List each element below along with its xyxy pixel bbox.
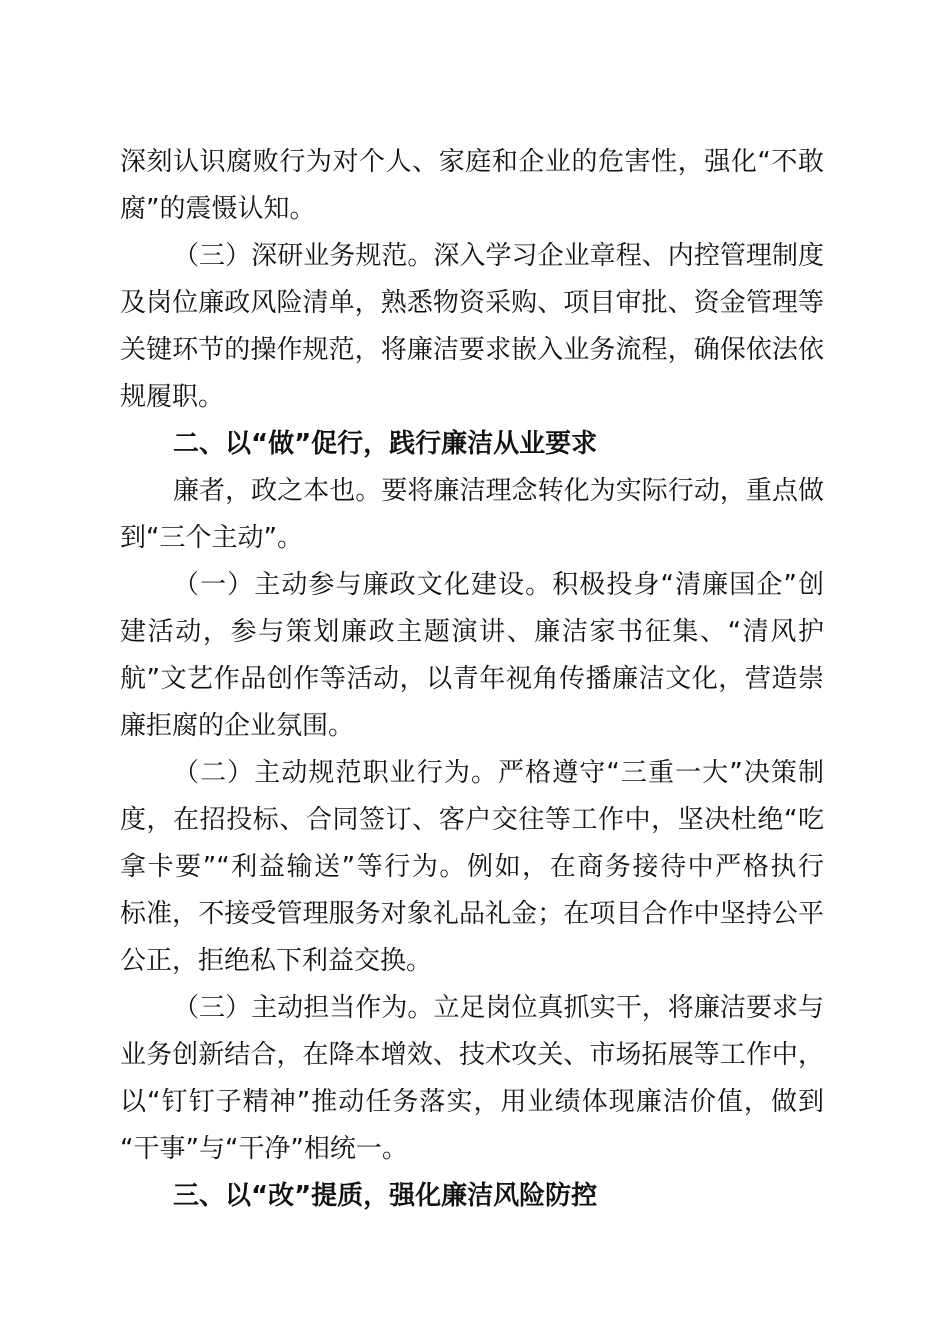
section-heading-2: 二、以“做”促行，践行廉洁从业要求 <box>173 429 598 459</box>
body-text-line: （三）主动担当作为。立足岗位真抓实干，将廉洁要求与 <box>173 993 824 1023</box>
body-text-line: 标准，不接受管理服务对象礼品礼金；在项目合作中坚持公平 <box>120 899 824 929</box>
body-text-line: （三）深研业务规范。深入学习企业章程、内控管理制度 <box>173 241 824 271</box>
body-text-line: 规履职。 <box>120 382 225 412</box>
body-text-line: 拿卡要”“利益输送”等行为。例如，在商务接待中严格执行 <box>120 852 824 882</box>
body-text-line: 廉拒腐的企业氛围。 <box>120 711 355 741</box>
body-text-line: 及岗位廉政风险清单，熟悉物资采购、项目审批、资金管理等 <box>120 288 824 318</box>
body-text-line: （二）主动规范职业行为。严格遵守“三重一大”决策制 <box>173 758 824 788</box>
section-heading-3: 三、以“改”提质，强化廉洁风险防控 <box>173 1181 598 1211</box>
body-text-line: 腐”的震慑认知。 <box>120 194 316 224</box>
body-text-line: （一）主动参与廉政文化建设。积极投身“清廉国企”创 <box>173 570 824 600</box>
body-text-line: 关键环节的操作规范，将廉洁要求嵌入业务流程，确保依法依 <box>120 335 824 365</box>
body-text-line: 航”文艺作品创作等活动，以青年视角传播廉洁文化，营造崇 <box>120 664 824 694</box>
body-text-line: 建活动，参与策划廉政主题演讲、廉洁家书征集、“清风护 <box>120 617 824 647</box>
body-text-line: 廉者，政之本也。要将廉洁理念转化为实际行动，重点做 <box>173 476 824 506</box>
body-text-line: 以“钉钉子精神”推动任务落实，用业绩体现廉洁价值，做到 <box>120 1087 824 1117</box>
body-text-line: 度，在招投标、合同签订、客户交往等工作中，坚决杜绝“吃 <box>120 805 824 835</box>
body-text-line: 业务创新结合，在降本增效、技术攻关、市场拓展等工作中， <box>120 1040 824 1070</box>
body-text-line: 深刻认识腐败行为对个人、家庭和企业的危害性，强化“不敢 <box>120 147 824 177</box>
body-text-line: 公正，拒绝私下利益交换。 <box>120 946 433 976</box>
body-text-line: “干事”与“干净”相统一。 <box>120 1134 408 1164</box>
body-text-line: 到“三个主动”。 <box>120 523 303 553</box>
